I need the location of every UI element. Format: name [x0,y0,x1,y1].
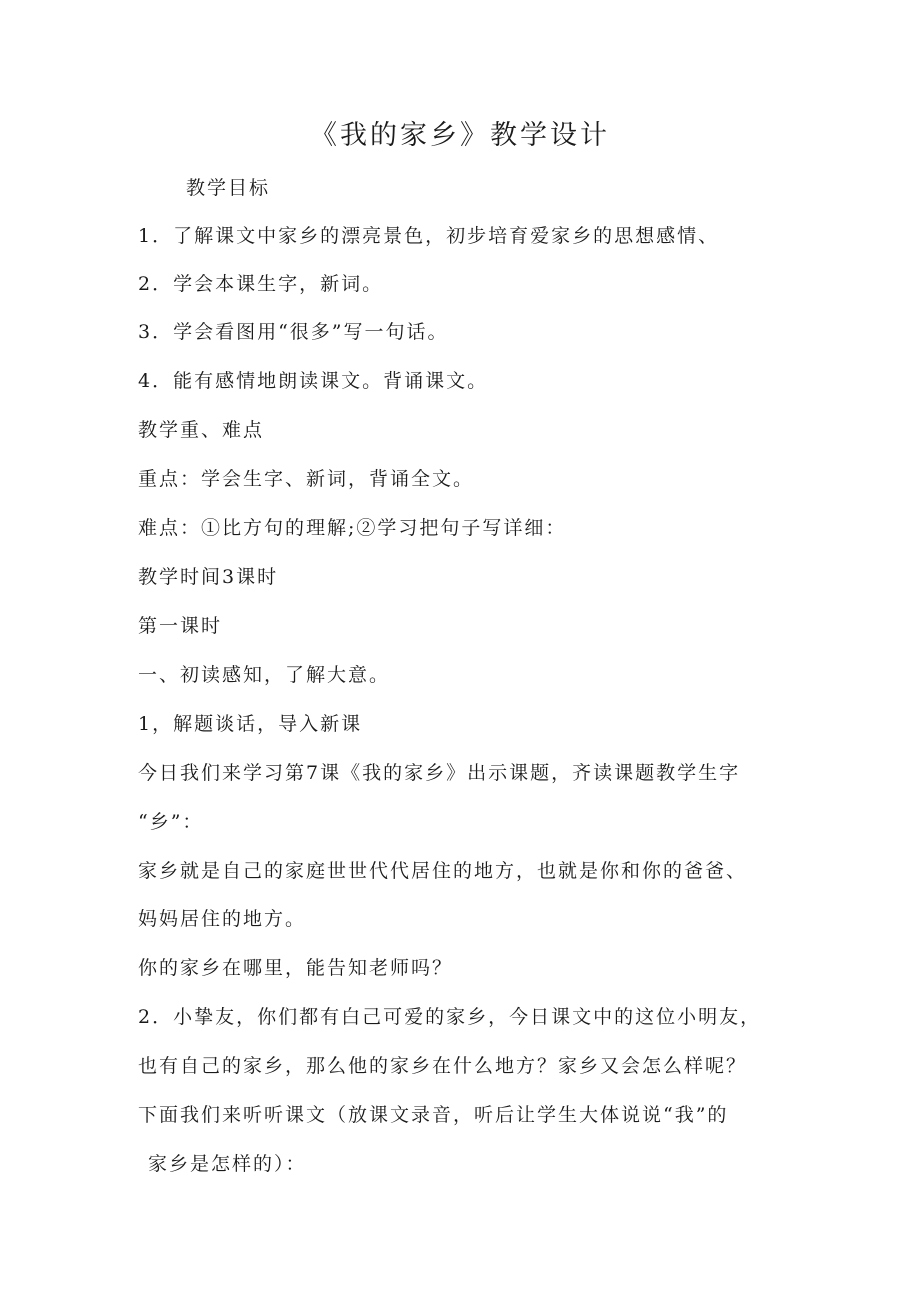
key-point-text: 重点：学会生字、新词，背诵全文。 [138,468,475,490]
section-heading-objectives: 教学目标 [186,177,271,199]
objective-item-3: 3．学会看图用“很多”写一句话。 [138,321,449,343]
paragraph-line: “乡”： [138,811,204,833]
paragraph-line: 家乡是怎样的）： [148,1153,307,1175]
paragraph-line: 今日我们来学习第7课《我的家乡》出示课题，齐读课题教学生字 [138,762,741,784]
document-title: 《我的家乡》教学设计 [310,120,610,151]
paragraph-line: 下面我们来听听课文（放课文录音，听后让学生大体说说“我”的 [138,1104,729,1126]
lesson-heading: 第一课时 [138,615,223,637]
objective-item-2: 2．学会本课生字，新词。 [138,273,384,295]
objective-item-4: 4．能有感情地朗读课文。背诵课文。 [138,370,489,392]
section-heading-key-points: 教学重、难点 [138,419,265,441]
teaching-time-text: 教学时间3课时 [138,566,279,588]
paragraph-line: 家乡就是自己的家庭世世代代居住的地方，也就是你和你的爸爸、 [138,860,748,882]
paragraph-line: 妈妈居住的地方。 [138,908,307,930]
paragraph-line: 也有自己的家乡，那么他的家乡在什么地方？家乡又会怎么样呢？ [138,1055,748,1077]
objective-item-1: 1．了解课文中家乡的漂亮景色，初步培育爱家乡的思想感情、 [138,225,720,247]
part-heading-1: 一、初读感知，了解大意。 [138,664,391,686]
paragraph-line: 你的家乡在哪里，能告知老师吗？ [138,957,454,979]
difficult-point-text: 难点：①比方句的理解;②学习把句子写详细： [138,517,567,539]
paragraph-line: 2．小挚友，你们都有白己可爱的家乡，今日课文中的这位小明友， [138,1006,762,1028]
step-heading-1: 1，解题谈话，导入新课 [138,713,363,735]
